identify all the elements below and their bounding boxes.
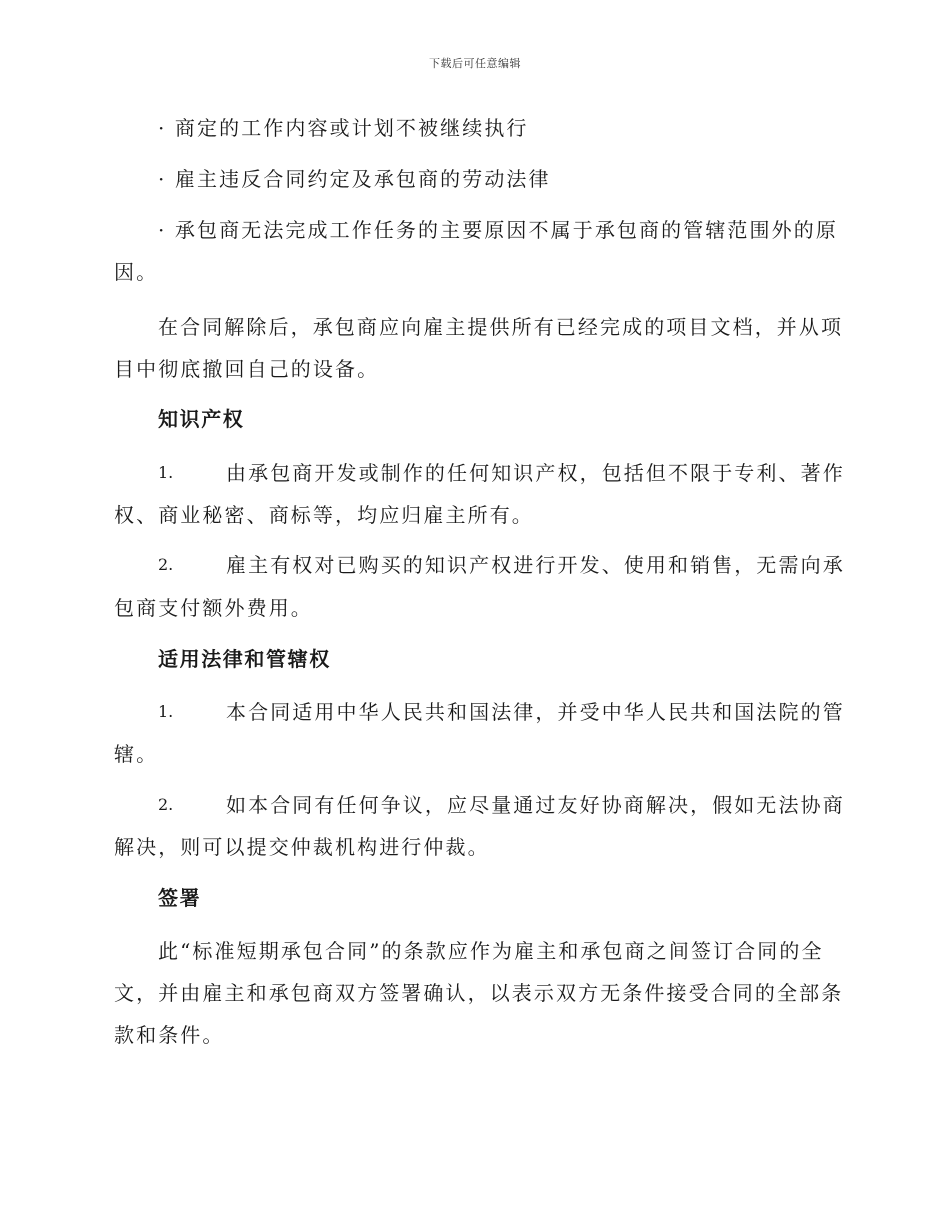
ip-item-1-line-1: 由承包商开发或制作的任何知识产权，包括但不限于专利、著作	[226, 461, 845, 485]
ip-item-1-line-2: 权、商业秘密、商标等，均应归雇主所有。	[114, 503, 534, 527]
section-title-ip: 知识产权	[158, 407, 245, 431]
law-item-2-line-2: 解决，则可以提交仲裁机构进行仲裁。	[114, 835, 490, 859]
ip-item-2-number: 2.	[158, 555, 174, 574]
law-item-1-number: 1.	[158, 702, 174, 721]
bullet-item-3: · 承包商无法完成工作任务的主要原因不属于承包商的管辖范围外的原	[158, 218, 838, 242]
section-title-law: 适用法律和管辖权	[158, 647, 331, 671]
ip-item-2-line-1: 雇主有权对已购买的知识产权进行开发、使用和销售，无需向承	[226, 553, 845, 577]
law-item-1-line-1: 本合同适用中华人民共和国法律，并受中华人民共和国法院的管	[226, 700, 845, 724]
sign-paragraph-line-1: 此“标准短期承包合同”的条款应作为雇主和承包商之间签订合同的全	[158, 939, 824, 963]
law-item-2-line-1: 如本合同有任何争议，应尽量通过友好协商解决，假如无法协商	[226, 793, 845, 817]
sign-paragraph-line-3: 款和条件。	[114, 1023, 225, 1047]
section-title-sign: 签署	[158, 886, 202, 910]
ip-item-2-line-2: 包商支付额外费用。	[114, 596, 313, 620]
bullet-item-1: · 商定的工作内容或计划不被继续执行	[158, 116, 529, 140]
termination-paragraph-line-1: 在合同解除后，承包商应向雇主提供所有已经完成的项目文档，并从项	[158, 315, 844, 339]
bullet-item-2: · 雇主违反合同约定及承包商的劳动法律	[158, 167, 551, 191]
termination-paragraph-line-2: 目中彻底撤回自己的设备。	[114, 357, 380, 381]
bullet-item-3-cont: 因。	[114, 260, 159, 284]
ip-item-1-number: 1.	[158, 463, 174, 482]
sign-paragraph-line-2: 文，并由雇主和承包商双方签署确认，以表示双方无条件接受合同的全部条	[114, 981, 844, 1005]
law-item-2-number: 2.	[158, 795, 174, 814]
law-item-1-line-2: 辖。	[114, 742, 159, 766]
page-header: 下载后可任意编辑	[429, 57, 521, 70]
